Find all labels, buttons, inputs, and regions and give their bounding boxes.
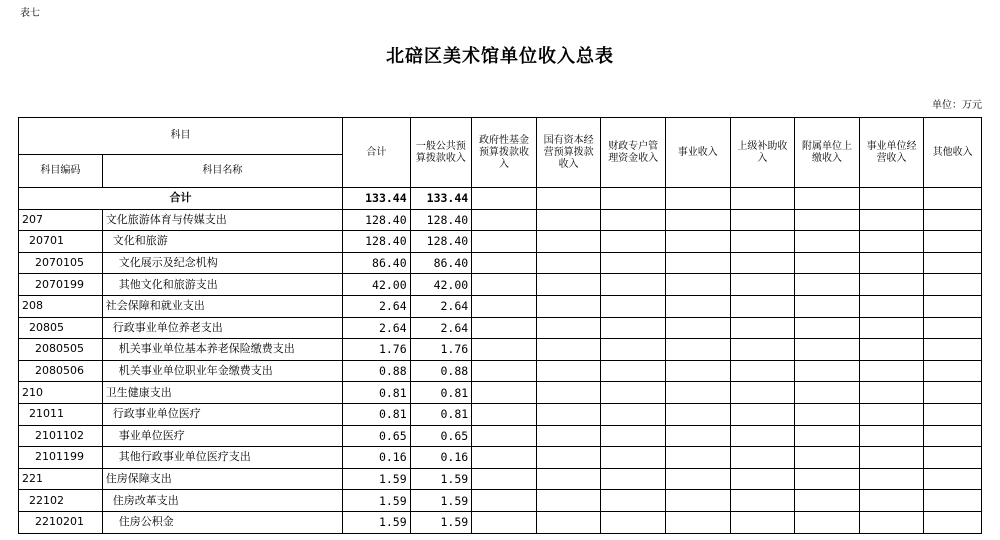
header-gov-fund: 政府性基金预算拨款收入 (472, 118, 537, 188)
empty-cell (536, 468, 601, 490)
table-row (19, 425, 982, 447)
empty-cell (665, 511, 730, 533)
empty-cell (665, 295, 730, 317)
subject-code: 207 (19, 209, 103, 231)
empty-cell (924, 425, 982, 447)
empty-cell (795, 360, 860, 382)
empty-cell (472, 274, 537, 296)
empty-cell (472, 360, 537, 382)
empty-cell (472, 317, 537, 339)
empty-cell (795, 447, 860, 469)
empty-cell (665, 209, 730, 231)
empty-cell (859, 274, 924, 296)
row-total: 1.59 (343, 468, 411, 490)
row-total: 1.59 (343, 490, 411, 512)
empty-cell (730, 360, 795, 382)
empty-cell (795, 468, 860, 490)
empty-cell (472, 252, 537, 274)
empty-cell (665, 468, 730, 490)
empty-cell (665, 425, 730, 447)
empty-cell (795, 511, 860, 533)
subject-name: 其他行政事业单位医疗支出 (102, 447, 342, 469)
subject-name: 文化旅游体育与传媒支出 (102, 209, 342, 231)
empty-cell (795, 339, 860, 361)
income-summary-table (18, 117, 982, 534)
empty-cell (536, 339, 601, 361)
empty-cell (472, 231, 537, 253)
empty-cell (859, 511, 924, 533)
header-total: 合计 (343, 118, 411, 188)
header-other: 其他收入 (924, 118, 982, 188)
header-subject: 科目 (19, 118, 343, 155)
empty-cell (924, 317, 982, 339)
empty-cell (601, 511, 666, 533)
subject-name: 行政事业单位医疗 (102, 403, 342, 425)
empty-cell (730, 295, 795, 317)
empty-cell (730, 317, 795, 339)
row-total: 0.16 (343, 447, 411, 469)
row-general-budget: 2.64 (410, 295, 472, 317)
empty-cell (730, 447, 795, 469)
subject-code: 210 (19, 382, 103, 404)
table-row (19, 231, 982, 253)
empty-cell (859, 382, 924, 404)
row-total: 128.40 (343, 231, 411, 253)
empty-cell (924, 252, 982, 274)
empty-cell (859, 339, 924, 361)
row-general-budget: 1.59 (410, 490, 472, 512)
empty-cell (536, 490, 601, 512)
table-row (19, 295, 982, 317)
row-total: 1.76 (343, 339, 411, 361)
total-label: 合计 (19, 188, 343, 210)
page-title: 北碚区美术馆单位收入总表 (386, 46, 614, 67)
table-row (19, 252, 982, 274)
total-row (19, 188, 982, 210)
empty-cell (924, 274, 982, 296)
header-code: 科目编码 (19, 155, 103, 188)
row-general-budget: 2.64 (410, 317, 472, 339)
header-business: 事业收入 (665, 118, 730, 188)
empty-cell (665, 252, 730, 274)
empty-cell (924, 295, 982, 317)
empty-cell (601, 403, 666, 425)
empty-cell (601, 490, 666, 512)
subject-name: 文化和旅游 (102, 231, 342, 253)
empty-cell (601, 339, 666, 361)
header-affiliated: 附属单位上缴收入 (795, 118, 860, 188)
empty-cell (795, 317, 860, 339)
header-state-capital: 国有资本经营预算拨款收入 (536, 118, 601, 188)
table-number-tag: 表七 (20, 8, 40, 19)
empty-cell (601, 317, 666, 339)
empty-cell (730, 274, 795, 296)
empty-cell (472, 468, 537, 490)
subject-name: 机关事业单位职业年金缴费支出 (102, 360, 342, 382)
table-row (19, 468, 982, 490)
empty-cell (472, 403, 537, 425)
header-operation: 事业单位经营收入 (859, 118, 924, 188)
empty-cell (536, 360, 601, 382)
empty-cell (601, 360, 666, 382)
empty-cell (665, 231, 730, 253)
table-row (19, 339, 982, 361)
subject-name: 机关事业单位基本养老保险缴费支出 (102, 339, 342, 361)
subject-name: 住房保障支出 (102, 468, 342, 490)
empty-cell (859, 468, 924, 490)
empty-cell (730, 425, 795, 447)
subject-code: 2101199 (19, 447, 103, 469)
subject-code: 221 (19, 468, 103, 490)
table-row (19, 447, 982, 469)
empty-cell (795, 490, 860, 512)
row-general-budget: 1.59 (410, 511, 472, 533)
subject-code: 2210201 (19, 511, 103, 533)
table-row (19, 382, 982, 404)
header-general-budget: 一般公共预算拨款收入 (410, 118, 472, 188)
empty-cell (536, 317, 601, 339)
empty-cell (730, 490, 795, 512)
empty-cell (730, 252, 795, 274)
empty-cell (859, 317, 924, 339)
row-total: 0.65 (343, 425, 411, 447)
subject-name: 卫生健康支出 (102, 382, 342, 404)
row-total: 0.81 (343, 403, 411, 425)
empty-cell (730, 511, 795, 533)
subject-name: 文化展示及纪念机构 (102, 252, 342, 274)
table-row (19, 403, 982, 425)
table-row (19, 209, 982, 231)
empty-cell (924, 209, 982, 231)
empty-cell (665, 490, 730, 512)
empty-cell (924, 468, 982, 490)
table-row (19, 274, 982, 296)
empty-cell (472, 295, 537, 317)
subject-code: 2070105 (19, 252, 103, 274)
table-row (19, 360, 982, 382)
empty-cell (924, 403, 982, 425)
empty-cell (795, 231, 860, 253)
row-general-budget: 86.40 (410, 252, 472, 274)
empty-cell (795, 274, 860, 296)
empty-cell (536, 274, 601, 296)
empty-cell (924, 360, 982, 382)
subject-code: 2080505 (19, 339, 103, 361)
empty-cell (795, 209, 860, 231)
empty-cell (472, 490, 537, 512)
subject-code: 2101102 (19, 425, 103, 447)
table-row (19, 490, 982, 512)
row-total: 128.40 (343, 209, 411, 231)
empty-cell (924, 490, 982, 512)
empty-cell (536, 425, 601, 447)
empty-cell (859, 490, 924, 512)
row-general-budget: 0.81 (410, 382, 472, 404)
empty-cell (536, 403, 601, 425)
subject-code: 20701 (19, 231, 103, 253)
empty-cell (472, 209, 537, 231)
row-total: 2.64 (343, 295, 411, 317)
empty-cell (601, 447, 666, 469)
header-name: 科目名称 (102, 155, 342, 188)
empty-cell (859, 231, 924, 253)
row-general-budget: 0.16 (410, 447, 472, 469)
empty-cell (924, 382, 982, 404)
empty-cell (536, 447, 601, 469)
empty-cell (795, 252, 860, 274)
empty-cell (859, 425, 924, 447)
empty-cell (472, 447, 537, 469)
empty-cell (536, 295, 601, 317)
subject-name: 其他文化和旅游支出 (102, 274, 342, 296)
row-total: 1.59 (343, 511, 411, 533)
row-general-budget: 42.00 (410, 274, 472, 296)
table-row (19, 511, 982, 533)
header-special-fund: 财政专户管理资金收入 (601, 118, 666, 188)
empty-cell (924, 339, 982, 361)
row-total: 0.81 (343, 382, 411, 404)
row-general-budget: 128.40 (410, 209, 472, 231)
empty-cell (795, 295, 860, 317)
subject-code: 22102 (19, 490, 103, 512)
empty-cell (795, 425, 860, 447)
subject-name: 住房公积金 (102, 511, 342, 533)
empty-cell (536, 382, 601, 404)
header-subsidy: 上级补助收入 (730, 118, 795, 188)
subject-code: 2080506 (19, 360, 103, 382)
unit-label: 单位：万元 (932, 100, 982, 111)
empty-cell (601, 468, 666, 490)
empty-cell (601, 295, 666, 317)
subject-code: 20805 (19, 317, 103, 339)
row-general-budget: 0.65 (410, 425, 472, 447)
empty-cell (730, 403, 795, 425)
empty-cell (924, 511, 982, 533)
empty-cell (472, 425, 537, 447)
empty-cell (601, 425, 666, 447)
subject-code: 21011 (19, 403, 103, 425)
empty-cell (730, 468, 795, 490)
empty-cell (730, 382, 795, 404)
row-total: 42.00 (343, 274, 411, 296)
total-amount: 133.44 (343, 188, 411, 210)
empty-cell (472, 382, 537, 404)
subject-name: 住房改革支出 (102, 490, 342, 512)
empty-cell (601, 382, 666, 404)
empty-cell (795, 382, 860, 404)
total-general-budget: 133.44 (410, 188, 472, 210)
row-general-budget: 0.81 (410, 403, 472, 425)
empty-cell (472, 511, 537, 533)
empty-cell (665, 382, 730, 404)
empty-cell (665, 403, 730, 425)
empty-cell (730, 209, 795, 231)
row-general-budget: 128.40 (410, 231, 472, 253)
empty-cell (859, 447, 924, 469)
empty-cell (859, 209, 924, 231)
empty-cell (795, 403, 860, 425)
subject-name: 事业单位医疗 (102, 425, 342, 447)
empty-cell (472, 339, 537, 361)
row-total: 86.40 (343, 252, 411, 274)
empty-cell (859, 403, 924, 425)
empty-cell (536, 511, 601, 533)
empty-cell (859, 252, 924, 274)
empty-cell (665, 274, 730, 296)
subject-name: 社会保障和就业支出 (102, 295, 342, 317)
empty-cell (536, 252, 601, 274)
empty-cell (601, 231, 666, 253)
row-general-budget: 0.88 (410, 360, 472, 382)
row-total: 2.64 (343, 317, 411, 339)
row-general-budget: 1.59 (410, 468, 472, 490)
subject-code: 208 (19, 295, 103, 317)
empty-cell (665, 317, 730, 339)
empty-cell (601, 252, 666, 274)
empty-cell (536, 209, 601, 231)
empty-cell (859, 360, 924, 382)
empty-cell (924, 447, 982, 469)
empty-cell (730, 231, 795, 253)
empty-cell (859, 295, 924, 317)
row-general-budget: 1.76 (410, 339, 472, 361)
subject-name: 行政事业单位养老支出 (102, 317, 342, 339)
empty-cell (601, 274, 666, 296)
empty-cell (536, 231, 601, 253)
table-row (19, 317, 982, 339)
empty-cell (730, 339, 795, 361)
empty-cell (601, 209, 666, 231)
subject-code: 2070199 (19, 274, 103, 296)
empty-cell (665, 447, 730, 469)
empty-cell (665, 339, 730, 361)
empty-cell (665, 360, 730, 382)
empty-cell (924, 231, 982, 253)
row-total: 0.88 (343, 360, 411, 382)
